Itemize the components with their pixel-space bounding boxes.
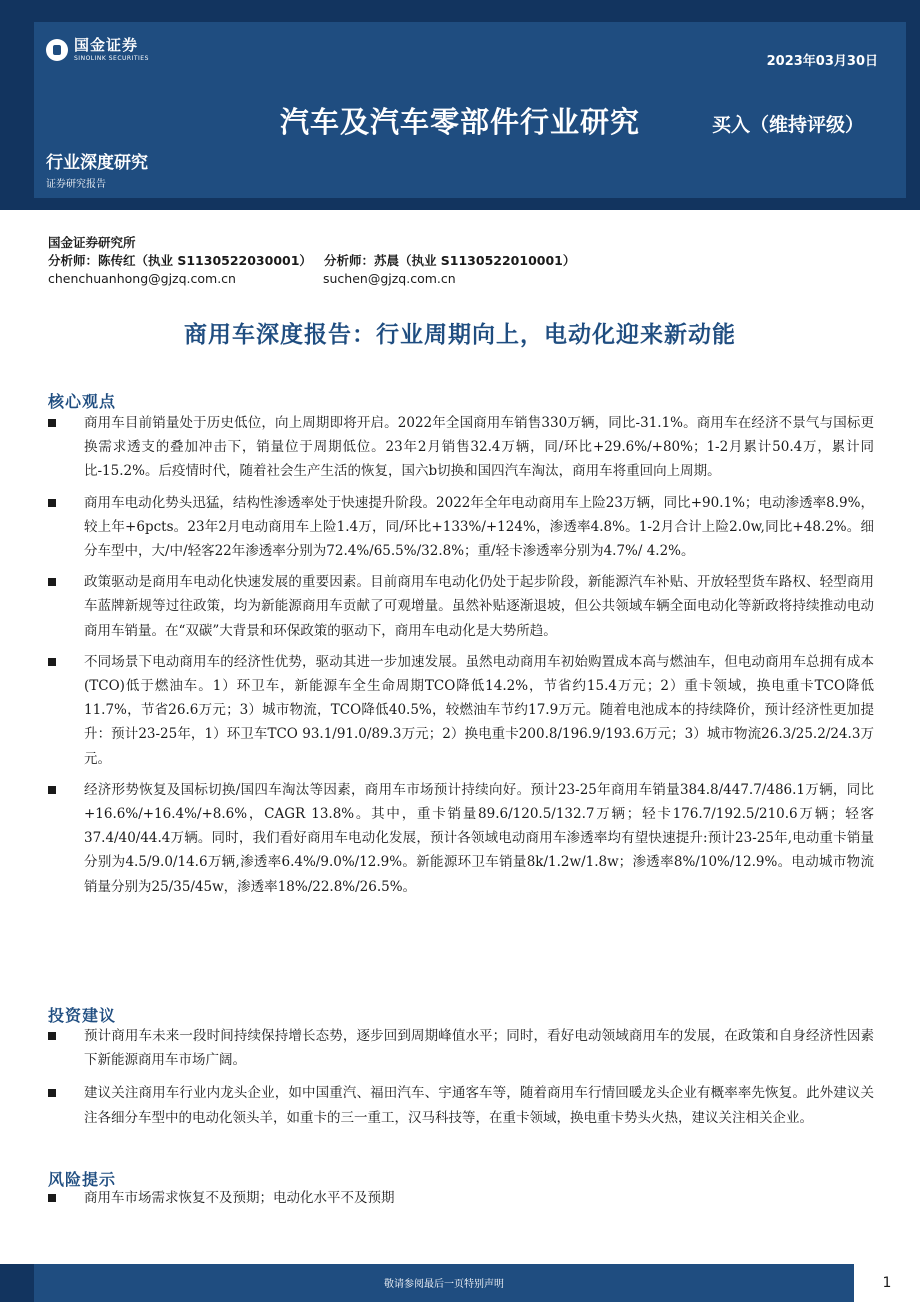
report-type: 行业深度研究 [46, 153, 148, 173]
list-item: 商用车目前销量处于历史低位，向上周期即将开启。2022年全国商用车销售330万辆，同比-31.1%。商用车在经济不景气与国标更换需求透支的叠加冲击下，销量位于周期低位。23年2月销售32.4万辆，同/环比+29.6%/+80%；1-2月累计50.4万，累计同比-15.2%。后疫情时代，随着社会生产生活的恢复，国六b切换和国四汽车淘汰，商用车将重回向上周期。 [48, 411, 874, 484]
list-item: 商用车电动化势头迅猛，结构性渗透率处于快速提升阶段。2022年全年电动商用车上险23万辆，同比+90.1%；电动渗透率8.9%，较上年+6pcts。23年2月电动商用车上险1.4万，同/环比+133%/+124%，渗透率4.8%。1-2月合计上险2.0w,同比+48.2%。细分车型中，大/中/轻客22年渗透率分别为72.4%/65.5%/32.8%；重/轻卡渗透率分别为4.7%/ 4.2%。 [48, 491, 874, 564]
risk-bullet-list [48, 1186, 874, 1210]
list-item: 预计商用车未来一段时间持续保持增长态势，逐步回到周期峰值水平；同时，看好电动领域商用车的发展，在政策和自身经济性因素下新能源商用车市场广阔。 [48, 1024, 874, 1072]
list-item: 不同场景下电动商用车的经济性优势，驱动其进一步加速发展。虽然电动商用车初始购置成本高与燃油车，但电动商用车总拥有成本(TCO)低于燃油车。1）环卫车，新能源车全生命周期TCO降低14.2%，节省约15.4万元；2）重卡领域，换电重卡TCO降低11.7%，节省26.6万元；3）城市物流，TCO降低40.5%，较燃油车节约17.9万元。随着电池成本的持续降价，预计经济性更加提升：预计23-25年，1）环卫车TCO 93.1/91.0/89.3万元；2）换电重卡200.8/196.9/193.6万元；3）城市物流26.3/25.2/24.3万元。 [48, 650, 874, 771]
research-institute: 国金证券研究所 [48, 235, 136, 250]
report-date: 2023年03月30日 [766, 54, 878, 69]
logo-name-cn: 国金证券 [74, 36, 139, 54]
invest-bullet-list [48, 1024, 874, 1130]
page-number: 1 [854, 1264, 920, 1302]
logo-name-en: SINOLINK SECURITIES [74, 55, 149, 62]
company-logo [46, 38, 149, 62]
analyst-block [48, 234, 575, 288]
logo-mark-icon [46, 39, 68, 61]
rating-badge: 买入（维持评级） [712, 114, 865, 136]
list-item: 经济形势恢复及国标切换/国四车淘汰等因素，商用车市场预计持续向好。预计23-25年商用车销量384.8/447.7/486.1万辆，同比+16.6%/+16.4%/+8.6%，CAGR 13.8%。其中，重卡销量89.6/120.5/132.7万辆；轻卡176.7/192.5/210.6万辆；轻客37.4/40/44.4万辆。同时，我们看好商用车电动化发展，预计各领域电动商用车渗透率均有望快速提升:预计23-25年,电动重卡销量分别为4.5/9.0/14.6万辆,渗透率6.4%/9.0%/12.9%。新能源环卫车销量8k/1.2w/1.8w；渗透率8%/10%/12.9%。电动城市物流销量分别为25/35/45w，渗透率18%/22.8%/26.5%。 [48, 778, 874, 899]
analyst-2-email[interactable]: suchen@gjzq.com.cn [323, 271, 456, 286]
section-title-core: 核心观点 [48, 392, 117, 411]
core-bullet-list [48, 411, 874, 899]
main-title: 商用车深度报告：行业周期向上，电动化迎来新动能 [184, 322, 736, 348]
list-item: 建议关注商用车行业内龙头企业，如中国重汽、福田汽车、宇通客车等，随着商用车行情回暖龙头企业有概率率先恢复。此外建议关注各细分车型中的电动化领头羊，如重卡的三一重工，汉马科技等，在重卡领域，换电重卡势头火热，建议关注相关企业。 [48, 1081, 874, 1129]
footer-panel [34, 1264, 854, 1302]
list-item: 政策驱动是商用车电动化快速发展的重要因素。目前商用车电动化仍处于起步阶段，新能源汽车补贴、开放轻型货车路权、轻型商用车蓝牌新规等过往政策，均为新能源商用车贡献了可观增量。虽然补贴逐渐退坡，但公共领域车辆全面电动化等新政将持续推动电动商用车销量。在“双碳”大背景和环保政策的驱动下，商用车电动化是大势所趋。 [48, 570, 874, 643]
page-footer [0, 1264, 920, 1302]
section-title-invest: 投资建议 [48, 1006, 117, 1025]
report-subtype: 证券研究报告 [46, 179, 106, 190]
list-item: 商用车市场需求恢复不及预期；电动化水平不及预期 [48, 1186, 874, 1210]
disclaimer-note[interactable]: 敬请参阅最后一页特别声明 [384, 1279, 504, 1290]
analyst-1-email[interactable]: chenchuanhong@gjzq.com.cn [48, 271, 236, 286]
analyst-2: 分析师：苏晨（执业 S1130522010001） [323, 253, 576, 268]
section-title-risk: 风险提示 [48, 1170, 117, 1189]
analyst-1: 分析师：陈传红（执业 S1130522030001） [48, 253, 312, 268]
report-title: 汽车及汽车零部件行业研究 [280, 105, 641, 139]
